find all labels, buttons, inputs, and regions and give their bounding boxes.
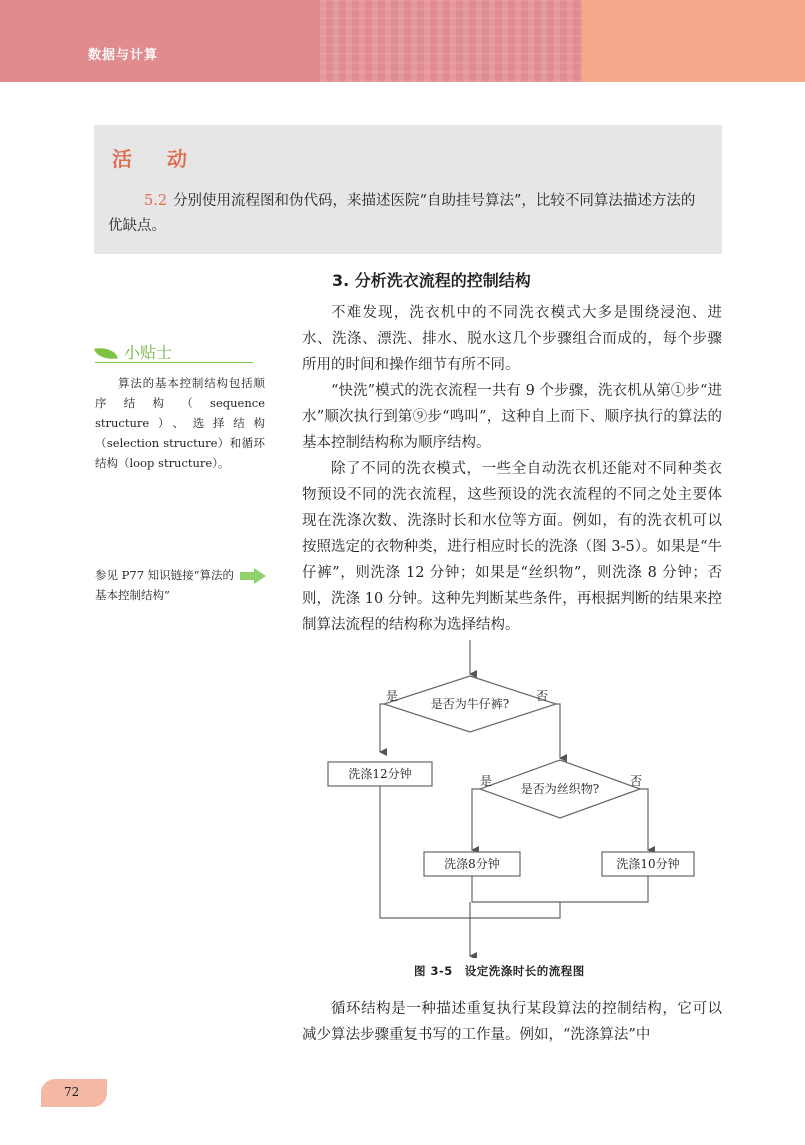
tip-title: 小贴士 [124,343,173,362]
paragraph-3: 除了不同的洗衣模式，一些全自动洗衣机还能对不同种类衣物预设不同的洗衣流程，这些预设的洗衣流程的不同之处主要体现在洗涤次数、洗涤时长和水位等方面。例如，有的洗衣机可以按照选定的衣物种类，进行相应时长的洗涤（图 3-5）。如果是“牛仔裤”，则洗涤 12 分钟；如果是“丝织物”，则洗涤 8 分钟；否则，洗涤 10 分钟。这种先判断某些条件，再根据判断的结果来控制算法流程的结构称为选择结构。 [302,461,722,633]
decision-2-yes: 是 [479,774,493,788]
decision-1-yes: 是 [385,689,399,703]
decision-2-label: 是否为丝织物? [520,782,600,796]
decision-1-label: 是否为牛仔裤? [430,697,510,711]
box-1-label: 洗涤12分钟 [348,767,412,781]
tip-divider [95,362,253,363]
activity-number: 5.2 [144,193,168,209]
reference-note: 参见 P77 知识链接“算法的基本控制结构” [95,568,235,602]
tip-text: 算法的基本控制结构包括顺序结构（sequence structure）、选择结构（selection structure）和循环结构（loop structure）。 [95,376,265,470]
flowchart [320,640,720,958]
leaf-icon [94,346,118,362]
page-number: 72 [64,1085,80,1099]
header-texture [320,0,582,82]
decision-2-no: 否 [629,774,643,788]
box-2-label: 洗涤8分钟 [444,857,500,871]
activity-box [94,125,722,254]
header-banner-right [582,0,805,82]
decision-1-no: 否 [535,689,549,703]
chapter-title: 数据与计算 [88,48,159,63]
activity-text [108,189,708,239]
arrow-right-icon [240,568,266,584]
box-3-label: 洗涤10分钟 [616,857,680,871]
activity-description: 分别使用流程图和伪代码，来描述医院“自助挂号算法”，比较不同算法描述方法的优缺点。 [108,193,696,234]
figure-caption: 图 3-5 设定洗涤时长的流程图 [414,964,585,978]
paragraph-2: “快洗”模式的洗衣流程一共有 9 个步骤，洗衣机从第①步“进水”顺次执行到第⑨步“鸣叫”，这种自上而下、顺序执行的算法的基本控制结构称为顺序结构。 [302,383,722,451]
section-heading: 3. 分析洗衣流程的控制结构 [332,271,531,290]
header-banner [0,0,582,82]
activity-title: 活 动 [112,147,201,171]
paragraph-4: 循环结构是一种描述重复执行某段算法的控制结构，它可以减少算法步骤重复书写的工作量。例如，“洗涤算法”中 [302,1001,722,1043]
paragraph-1: 不难发现，洗衣机中的不同洗衣模式大多是围绕浸泡、进水、洗涤、漂洗、排水、脱水这几个步骤组合而成的，每个步骤所用的时间和操作细节有所不同。 [302,305,722,373]
